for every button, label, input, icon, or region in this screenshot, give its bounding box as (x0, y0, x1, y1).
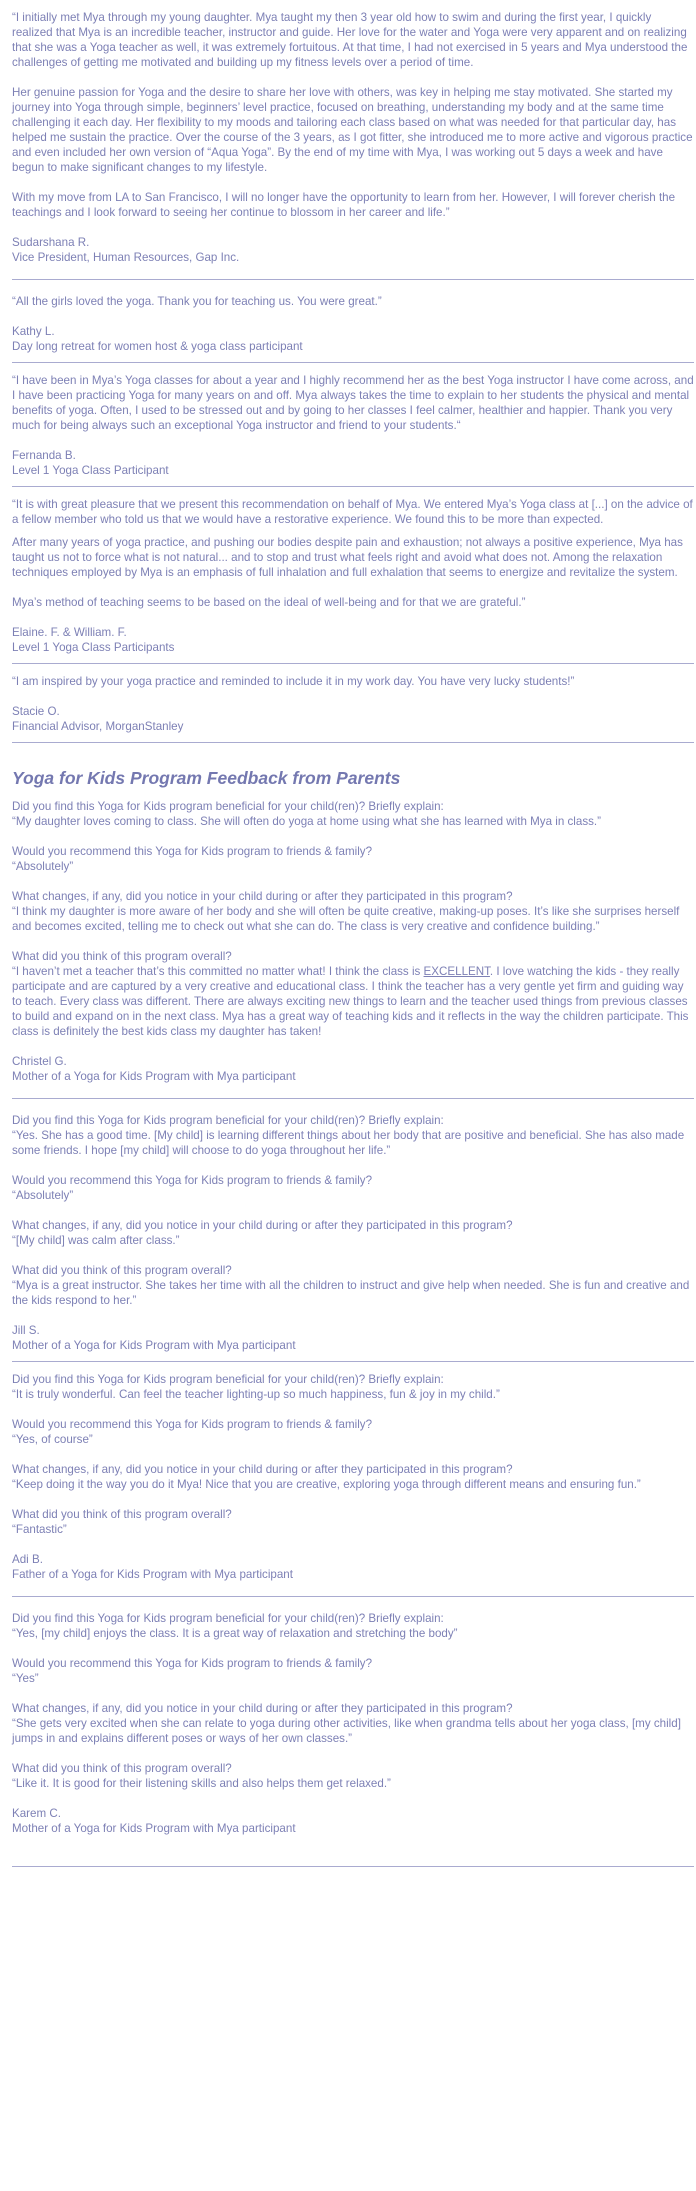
parent-feedback (12, 799, 694, 1084)
section-heading: Yoga for Kids Program Feedback from Parents (12, 768, 401, 788)
question: Did you find this Yoga for Kids program beneficial for your child(ren)? Briefly explain: (12, 1612, 444, 1625)
question: Did you find this Yoga for Kids program beneficial for your child(ren)? Briefly explain: (12, 1373, 444, 1386)
answer: “My daughter loves coming to class. She will often do yoga at home using what she has learned with Mya in class.” (12, 815, 601, 828)
answer: “Yes, [my child] enjoys the class. It is a great way of relaxation and stretching the body” (12, 1627, 458, 1640)
divider (12, 486, 694, 487)
answer: “Keep doing it the way you do it Mya! Nice that you are creative, exploring yoga through different means and ensuring fun.” (12, 1478, 641, 1491)
testimonial-quote: “All the girls loved the yoga. Thank you for teaching us. You were great.” (12, 295, 382, 308)
divider (12, 1098, 694, 1099)
parent-role: Mother of a Yoga for Kids Program with Mya participant (12, 1822, 296, 1835)
testimonial-author-name: Kathy L. (12, 325, 55, 338)
answer: “[My child] was calm after class.” (12, 1234, 180, 1247)
parent-name: Karem C. (12, 1807, 61, 1820)
question: What did you think of this program overall? (12, 1762, 232, 1775)
question: Did you find this Yoga for Kids program beneficial for your child(ren)? Briefly explain: (12, 1114, 444, 1127)
answer-text: . I love watching the kids - they really participate and are captured by a very creative and educational class. I think the teacher has a very gentle yet firm and guiding way to teach. Every class was different. There are always exciting new things to learn and the teacher used things from previous classes to build and expand on in the next class. Mya has a great way of teaching kids and it reflects in the way the children participate. This class is definitely the best kids class my daughter has taken! (12, 965, 689, 1038)
testimonial-kathy (12, 294, 694, 354)
question: What changes, if any, did you notice in your child during or after they participated in this program? (12, 890, 513, 903)
question: What did you think of this program overall? (12, 1508, 232, 1521)
question: Would you recommend this Yoga for Kids program to friends & family? (12, 845, 373, 858)
question: What did you think of this program overall? (12, 1264, 232, 1277)
answer: “Absolutely” (12, 1189, 74, 1202)
divider (12, 1361, 694, 1362)
answer-emphasis: EXCELLENT (423, 965, 490, 978)
testimonial-author-title: Level 1 Yoga Class Participants (12, 641, 175, 654)
answer: “Mya is a great instructor. She takes her time with all the children to instruct and give help when needed. She is fun and creative and the kids respond to her.” (12, 1279, 690, 1307)
testimonial-author-name: Elaine. F. & William. F. (12, 626, 127, 639)
answer: “Like it. It is good for their listening skills and also helps them get relaxed.” (12, 1777, 391, 1790)
testimonial-paragraph: With my move from LA to San Francisco, I will no longer have the opportunity to learn from her. However, I will forever cherish the teachings and I look forward to seeing her continue to blossom in her career and life.” (12, 191, 676, 219)
question: What changes, if any, did you notice in your child during or after they participated in this program? (12, 1219, 513, 1232)
parent-feedback (12, 1372, 694, 1582)
divider (12, 279, 694, 280)
parent-name: Adi B. (12, 1553, 43, 1566)
answer: “Absolutely” (12, 860, 74, 873)
testimonial-author-title: Day long retreat for women host & yoga class participant (12, 340, 303, 353)
question: Would you recommend this Yoga for Kids program to friends & family? (12, 1657, 373, 1670)
testimonial-paragraph: “It is with great pleasure that we present this recommendation on behalf of Mya. We entered Mya’s Yoga class at [...] on the advice of a fellow member who told us that we would have a restorative experience. We found this to be more than expected. (12, 498, 693, 526)
testimonial-paragraph: Mya’s method of teaching seems to be based on the ideal of well-being and for that we are grateful.” (12, 596, 526, 609)
question: Would you recommend this Yoga for Kids program to friends & family? (12, 1418, 373, 1431)
answer: “Yes” (12, 1672, 39, 1685)
parent-name: Jill S. (12, 1324, 40, 1337)
divider (12, 1866, 694, 1867)
answer-text: “I haven’t met a teacher that’s this committed no matter what! I think the class is (12, 965, 424, 978)
parent-feedback (12, 1113, 694, 1353)
divider (12, 663, 694, 664)
question: Did you find this Yoga for Kids program beneficial for your child(ren)? Briefly explain: (12, 800, 444, 813)
testimonial-fernanda (12, 373, 694, 478)
testimonial-quote: “I have been in Mya’s Yoga classes for about a year and I highly recommend her as the best Yoga instructor I have come across, and I have been practicing Yoga for many years on and off. Mya always takes the time to explain to her students the physical and mental benefits of yoga. Often, I used to be stressed out and by going to her classes I feel calmer, healthier and happier. Thank you very much for being always such an exceptional Yoga instructor and friend to your students.“ (12, 374, 694, 432)
testimonial-author-title: Vice President, Human Resources, Gap Inc. (12, 251, 240, 264)
parent-name: Christel G. (12, 1055, 67, 1068)
parent-role: Mother of a Yoga for Kids Program with Mya participant (12, 1070, 296, 1083)
answer (12, 964, 694, 1039)
testimonial-elaine (12, 497, 694, 655)
answer: “It is truly wonderful. Can feel the teacher lighting-up so much happiness, fun & joy in my child.” (12, 1388, 500, 1401)
testimonial-paragraph: After many years of yoga practice, and pushing our bodies despite pain and exhaustion; not always a positive experience, Mya has taught us not to force what is not natural... and to stop and trust what feels right and avoid what does not. Among the relaxation techniques employed by Mya is an emphasis of full inhalation and full exhalation that seems to energize and revitalize the system. (12, 536, 683, 579)
question: Would you recommend this Yoga for Kids program to friends & family? (12, 1174, 373, 1187)
testimonial-author-name: Stacie O. (12, 705, 60, 718)
answer: “Fantastic” (12, 1523, 67, 1536)
testimonial-sudarshana (12, 10, 694, 265)
testimonial-author-title: Level 1 Yoga Class Participant (12, 464, 169, 477)
testimonial-stacie (12, 674, 694, 734)
question: What changes, if any, did you notice in your child during or after they participated in this program? (12, 1463, 513, 1476)
parent-feedback (12, 1611, 694, 1836)
divider (12, 362, 694, 363)
answer: “She gets very excited when she can relate to yoga during other activities, like when grandma tells about her yoga class, [my child] jumps in and explains different poses or ways of her own classes.” (12, 1717, 681, 1745)
testimonial-paragraph: “I initially met Mya through my young daughter. Mya taught my then 3 year old how to swim and during the first year, I quickly realized that Mya is an incredible teacher, instructor and guide. Her love for the water and Yoga were very apparent and on realizing that she was a Yoga teacher as well, it was extremely fortuitous. At that time, I had not exercised in 5 years and Mya understood the challenges of getting me motivated and building up my fitness levels over a period of time. (12, 11, 688, 69)
parent-role: Father of a Yoga for Kids Program with Mya participant (12, 1568, 293, 1581)
question: What changes, if any, did you notice in your child during or after they participated in this program? (12, 1702, 513, 1715)
testimonial-author-title: Financial Advisor, MorganStanley (12, 720, 184, 733)
answer: “I think my daughter is more aware of her body and she will often be quite creative, making-up poses. It’s like she surprises herself and becomes excited, telling me to check out what she can do. The class is very creative and confidence building.” (12, 905, 680, 933)
testimonial-quote: “I am inspired by your yoga practice and reminded to include it in my work day. You have very lucky students!” (12, 675, 575, 688)
answer: “Yes, of course” (12, 1433, 93, 1446)
testimonial-author-name: Sudarshana R. (12, 236, 90, 249)
answer: “Yes. She has a good time. [My child] is learning different things about her body that are positive and beneficial. She has also made some friends. I hope [my child] will choose to do yoga throughout her life.” (12, 1129, 685, 1157)
content-column (12, 10, 694, 1867)
divider (12, 1596, 694, 1597)
testimonial-author-name: Fernanda B. (12, 449, 76, 462)
divider (12, 742, 694, 743)
question: What did you think of this program overall? (12, 950, 232, 963)
parent-role: Mother of a Yoga for Kids Program with Mya participant (12, 1339, 296, 1352)
testimonial-paragraph: Her genuine passion for Yoga and the desire to share her love with others, was key in helping me stay motivated. She started my journey into Yoga through simple, beginners’ level practice, focused on breathing, understanding my body and at the same time challenging it each day. Her flexibility to my moods and tailoring each class based on what was needed for that particular day, has helped me sustain the practice. Over the course of the 3 years, as I got fitter, she introduced me to more active and vigorous practice and even included her own version of “Aqua Yoga”. By the end of my time with Mya, I was working out 5 days a week and have begun to make significant changes to my lifestyle. (12, 86, 693, 174)
